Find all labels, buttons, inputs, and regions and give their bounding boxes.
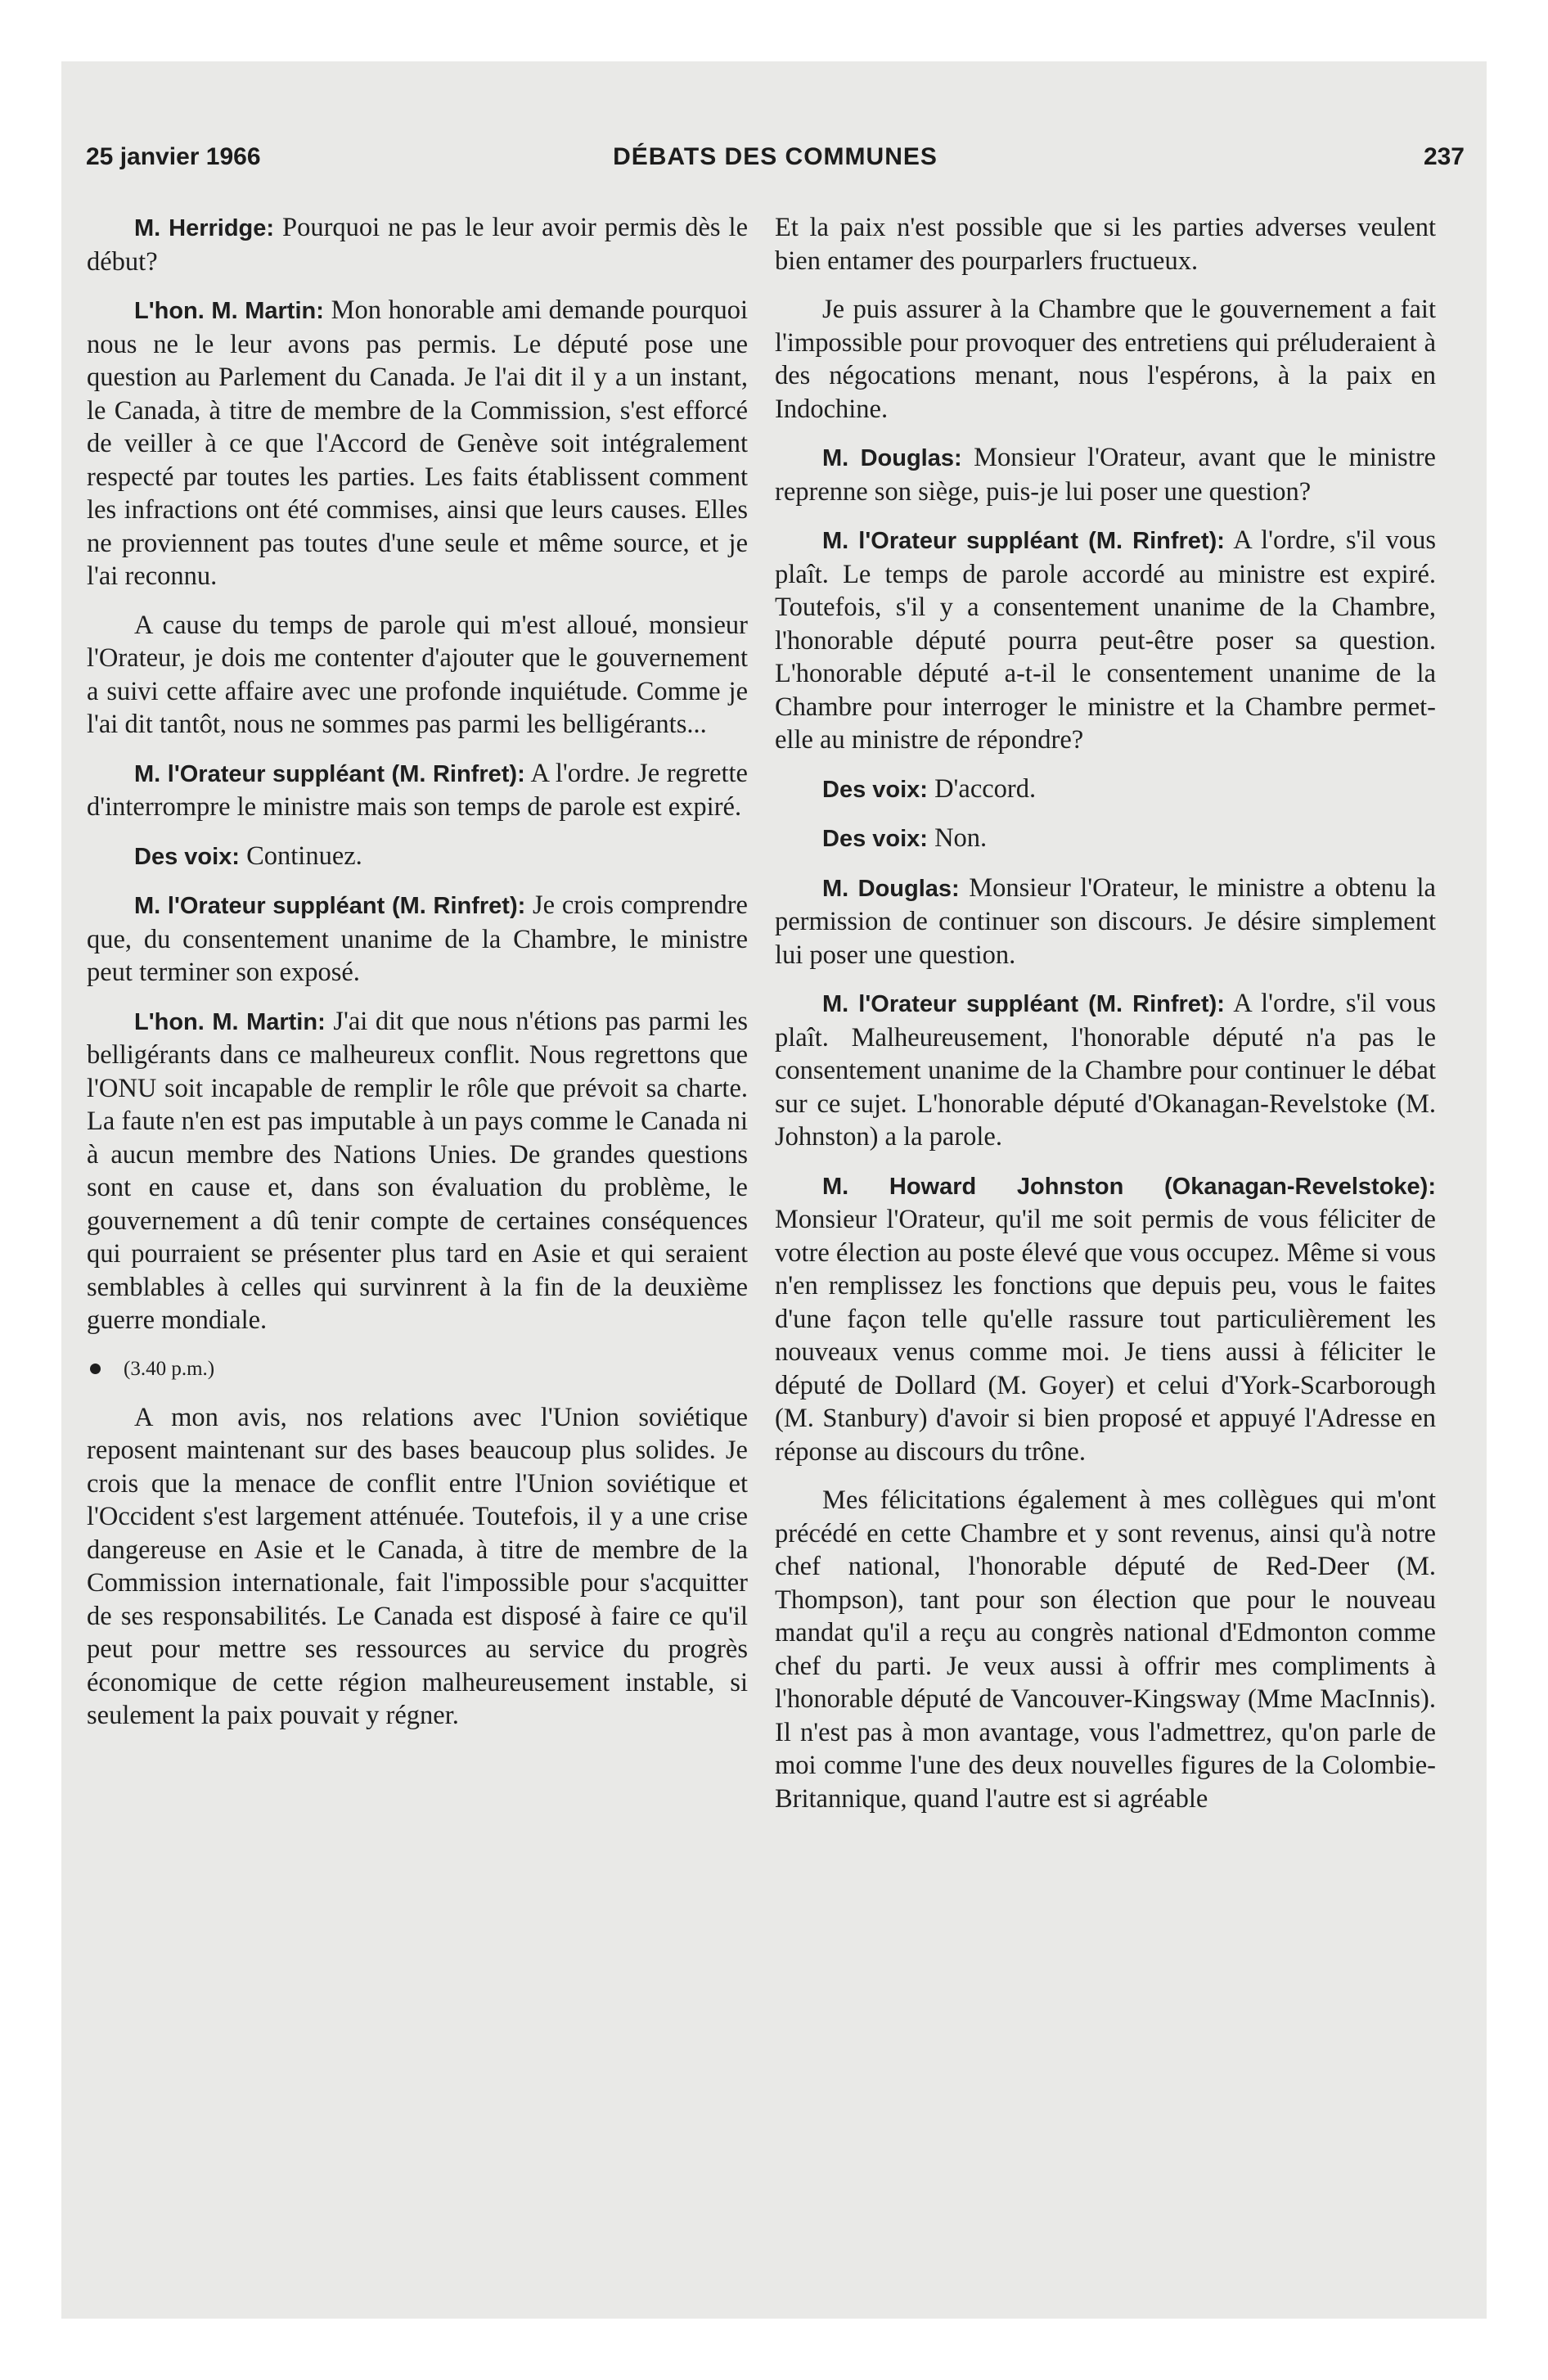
paragraph-text: Pourquoi ne pas le leur avoir permis dès le début? [87, 213, 749, 277]
time-text: (3.40 p.m.) [124, 1357, 215, 1380]
header-date: 25 janvier 1966 [86, 143, 261, 170]
speaker-name: Des voix: [822, 776, 928, 803]
speech-paragraph [87, 1005, 748, 1337]
paragraph-text: Mes félicitations également à mes collègues qui m'ont précédé en cette Chambre et y sont revenus, ainsi qu'à notre chef national, l'honorable député de Red-Deer (M. Thompson), tant pour son élection que pour le nouveau mandat qu'il a reçu au congrès national d'Edmonton comme chef du parti. Je veux aussi à offrir mes compliments à l'honorable député de Vancouver-Kingsway (Mme MacInnis). Il n'est pas à mon avantage, vous l'admettrez, qu'on parle de moi comme l'une des deux nouvelles figures de la Colombie-Britannique, quand l'autre est si agréable [775, 1485, 1436, 1814]
paragraph-text: Continuez. [239, 841, 362, 871]
left-column [87, 211, 748, 1748]
speech-paragraph [775, 524, 1436, 757]
speech-paragraph [87, 889, 748, 989]
time-marker [87, 1353, 748, 1386]
paragraph-text: A mon avis, nos relations avec l'Union soviétique reposent maintenant sur des bases beaucoup plus solides. Je crois que la menace de conflit entre l'Union soviétique et l'Occident s'est largement atténuée. Toutefois, il y a une crise dangereuse en Asie et le Canada, à titre de membre de la Commission internationale, fait l'impossible pour s'acquitter de ses responsabilités. Le Canada est disposé à faire ce qu'il peut pour mettre ses ressources au service du progrès économique de cette région malheureusement instable, si seulement la paix pouvait y régner. [87, 1402, 748, 1730]
speaker-name: M. Douglas: [822, 875, 960, 902]
paragraph-text: D'accord. [927, 773, 1037, 804]
paragraph-text: Mon honorable ami demande pourquoi nous ne le leur avons pas permis. Le député pose une question au Parlement du Canada. Je l'ai dit il y a un instant, le Canada, à titre de membre de la Commission, s'est efforcé de veiller à ce que l'Accord de Genève soit intégralement respecté par toutes les parties. Les faits établissent comment les infractions ont été commises, ainsi que leurs causes. Elles ne proviennent pas toutes d'une seule et même source, et je l'ai reconnu. [87, 295, 748, 591]
speech-paragraph [87, 840, 748, 874]
paragraph-text: J'ai dit que nous n'étions pas parmi les belligérants dans ce malheureux conflit. Nous regrettons que l'ONU soit incapable de remplir le rôle que prévoit sa charte. La faute n'en est pas imputable à un pays comme le Canada ni à aucun membre des Nations Unies. De grandes questions sont en cause et, dans son évaluation du problème, le gouvernement a dû tenir compte de certaines conséquences qui pourraient se présenter plus tard en Asie et qui seraient semblables à celles qui survinrent à la fin de la deuxième guerre mondiale. [87, 1006, 749, 1335]
speaker-name: M. Herridge: [134, 215, 275, 241]
text-paragraph [87, 609, 748, 741]
right-column [775, 211, 1436, 1831]
paragraph-text: A l'ordre, s'il vous plaît. Malheureusement, l'honorable député n'a pas le consentement unanime de la Chambre pour continuer le débat sur ce sujet. L'honorable député d'Okanagan-Revelstoke (M. Johnston) a la parole. [775, 989, 1436, 1152]
text-paragraph [775, 293, 1436, 426]
speech-paragraph [87, 757, 748, 824]
paragraph-text: Et la paix n'est possible que si les parties adverses veulent bien entamer des pourparlers fructueux. [775, 213, 1436, 276]
speaker-name: Des voix: [134, 843, 240, 870]
speech-paragraph [775, 987, 1436, 1154]
paragraph-text: Je puis assurer à la Chambre que le gouvernement a fait l'impossible pour provoquer des entretiens qui préluderaient à des négocations menant, nous l'espérons, à la paix en Indochine. [775, 295, 1436, 424]
speech-paragraph [775, 872, 1436, 972]
speech-paragraph [775, 822, 1436, 856]
speaker-name: M. Howard Johnston (Okanagan-Revelstoke): [822, 1173, 1436, 1200]
speech-paragraph [775, 773, 1436, 807]
paragraph-text: Monsieur l'Orateur, le ministre a obtenu la permission de continuer son discours. Je désire simplement lui poser une question. [775, 872, 1436, 970]
page-number: 237 [1423, 143, 1465, 170]
speaker-name: M. l'Orateur suppléant (M. Rinfret): [134, 760, 525, 787]
speaker-name: M. l'Orateur suppléant (M. Rinfret): [134, 893, 526, 919]
speech-paragraph [87, 211, 748, 278]
speech-paragraph [775, 441, 1436, 508]
text-paragraph [775, 1484, 1436, 1815]
paragraph-text: A l'ordre, s'il vous plaît. Le temps de parole accordé au ministre est expiré. Toutefois, s'il y a consentement unanime de la Chambre, l'honorable député pourra peut-être poser sa question. L'honorable député a-t-il le consentement unanime de la Chambre pour interroger le ministre et la Chambre permet-elle au ministre de répondre? [775, 525, 1436, 755]
paragraph-text: A l'ordre. Je regrette d'interrompre le ministre mais son temps de parole est expiré. [87, 758, 748, 822]
speaker-name: M. l'Orateur suppléant (M. Rinfret): [822, 991, 1225, 1017]
text-paragraph [87, 1401, 748, 1733]
speaker-name: L'hon. M. Martin: [134, 1008, 326, 1035]
paragraph-text: Je crois comprendre que, du consentement unanime de la Chambre, le ministre peut terminer son exposé. [87, 890, 748, 987]
speaker-name: M. l'Orateur suppléant (M. Rinfret): [822, 528, 1225, 554]
speech-paragraph [775, 1170, 1436, 1469]
bullet-icon [90, 1364, 101, 1374]
paragraph-text: Monsieur l'Orateur, qu'il me soit permis de vous féliciter de votre élection au poste élevé que vous occupez. Même si vous n'en remplissez les fonctions que depuis peu, vous le faites d'une façon telle qu'elle rassure tout particulièrement les nouveaux venus comme moi. Je tiens aussi à féliciter le député de Dollard (M. Goyer) et celui d'York-Scarborough (M. Stanbury) d'avoir si bien proposé et appuyé l'Adresse en réponse au discours du trône. [775, 1205, 1436, 1467]
speech-paragraph [87, 294, 748, 593]
paragraph-text: Non. [927, 823, 988, 853]
speaker-name: L'hon. M. Martin: [134, 298, 324, 324]
speaker-name: M. Douglas: [822, 445, 962, 471]
paragraph-text: A cause du temps de parole qui m'est alloué, monsieur l'Orateur, je dois me contenter d'ajouter que le gouvernement a suivi cette affaire avec une profonde inquiétude. Comme je l'ai dit tantôt, nous ne sommes pas parmi les belligérants... [87, 610, 748, 739]
header-title: DÉBATS DES COMMUNES [613, 143, 938, 170]
page-header [86, 143, 1465, 184]
text-paragraph [775, 211, 1436, 277]
speaker-name: Des voix: [822, 826, 928, 852]
paragraph-text: Monsieur l'Orateur, avant que le ministre reprenne son siège, puis-je lui poser une question? [775, 443, 1436, 507]
